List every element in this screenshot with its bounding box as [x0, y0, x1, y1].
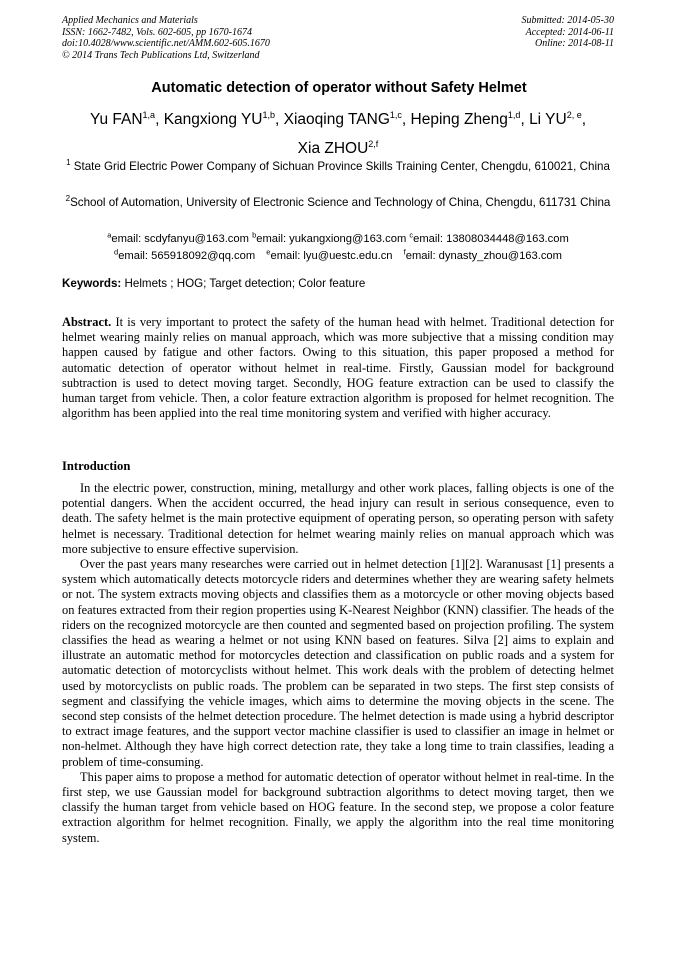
journal-header-right [522, 15, 615, 50]
author-name: Xia ZHOU [297, 140, 369, 158]
doi-line: doi:10.4028/www.scientific.net/AMM.602-605.1670 [62, 38, 270, 49]
author-name: Xiaoqing TANG [283, 111, 390, 129]
author [90, 111, 155, 128]
email-text: email: 13808034448@163.com [413, 232, 569, 245]
affiliation-2 [62, 192, 614, 210]
keywords-line [62, 277, 614, 290]
intro-paragraph: In the electric power, construction, mining, metallurgy and other work places, falling objects is one of the potential dangers. When the accident occurred, the head injury can result in serious consequence, even to death. The safety helmet is the main protective equipment of operating person, so operating person with safety helmet is necessary. Traditional detection for helmet wearing mainly relies on manual approach which was more subjective to ensure effective supervision. [62, 481, 614, 556]
author [164, 111, 275, 128]
author-affil-sup: 1,a [142, 110, 156, 120]
intro-paragraph: Over the past years many researches were carried out in helmet detection [1][2]. Waranusast [1] presents a system which automatically detects motorcycle riders and determines whether they are wearing safety helmets or not. The system extracts moving objects and classifies them as a motorcycle or other moving objects based on features extracted from their region properties using K-Nearest Neighbor (KNN) classifier. The heads of the riders on the recognized motorcycle are then counted and segmented based on projection profiling. The system classifies the head as wearing a helmet or not using KNN based on features. Silva [2] aims to explain and illustrate an automatic method for motorcycles detection and classification on public roads and a system for automatic detection of motorcyclists without helmet. This work deals with the problem of detecting helmet used by motorcyclists on public roads. The problem can be separated in two steps. The first step consists of segment and classifying the vehicle images, which aims to determine the moving objects in the scene. The second step consists of the helmet detection procedure. The helmet detection is made using a hybrid descriptor to extract image features, and the support vector machine classifier is used to classifier an image in helmet or non-helmet. Although they have high correct detection rate, they take a long time to train classifies, leading a problem of time-consuming. [62, 557, 614, 769]
copyright-line: © 2014 Trans Tech Publications Ltd, Switzerland [62, 49, 260, 61]
email-sup: c [409, 230, 414, 239]
intro-paragraph: This paper aims to propose a method for automatic detection of operator without helmet in real-time. In the first step, we use Gaussian model for background subtraction algorithms to detect moving target, then we classify the human target from vehicle based on HOG feature. In the second step, we propose a color feature extraction algorithm for helmet recognition. Finally, we apply the algorithm into the real time monitoring system. [62, 769, 614, 845]
author-name: Kangxiong YU [163, 111, 263, 129]
email-text: email: scdyfanyu@163.com [111, 232, 249, 245]
affiliation-text: School of Automation, University of Electronic Science and Technology of China, Chengdu, 611731 China [70, 195, 611, 209]
email-line-1 [62, 228, 614, 246]
author [411, 111, 521, 128]
online-date: Online: 2014-08-11 [535, 38, 614, 49]
author-affil-sup: 2,f [368, 139, 379, 150]
abstract-text: It is very important to protect the safety of the human head with helmet. Traditional detection for helmet wearing mainly relies on manual approach, which was more subjective that a missing condition may happen caused by fatigue and other factors. Owing to this situation, this paper proposed a method for automatic detection of operator without helmet in real-time. Firstly, Gaussian model for background subtraction is used to detect moving target. Secondly, HOG feature extraction can be used to classify the human target from vehicle. Then, a color feature extraction algorithm is proposed for helmet recognition. The algorithm has been applied into the real time monitoring system and verified with higher accuracy. [62, 315, 614, 421]
author [529, 111, 582, 128]
affiliation-text: State Grid Electric Power Company of Sichuan Province Skills Training Center, Chengdu, 610021, China [73, 159, 610, 173]
email-entry [107, 230, 249, 245]
email-text: email: lyu@uestc.edu.cn [270, 250, 393, 263]
email-line-2 [62, 246, 614, 264]
affiliation-1 [62, 156, 614, 174]
author [298, 140, 379, 157]
section-heading-introduction: Introduction [62, 459, 131, 473]
email-text: email: dynasty_zhou@163.com [405, 250, 562, 263]
author [284, 111, 402, 128]
email-sup: d [114, 247, 119, 257]
author-affil-sup: 1,d [507, 110, 521, 120]
email-text: email: 565918092@qq.com [118, 250, 256, 263]
email-entry [409, 230, 569, 245]
keywords-label: Keywords: [62, 277, 122, 290]
email-sup: e [266, 247, 271, 257]
affiliation-sup: 2 [65, 194, 71, 203]
email-entry [114, 247, 256, 263]
affiliation-sup: 1 [66, 158, 71, 167]
email-sup: f [403, 247, 406, 257]
abstract-paragraph [62, 315, 614, 421]
email-sup: b [252, 230, 257, 239]
author-list: Yu FAN$^{1,a}$, Kangxiong YU$^{1,b}$, Xiaoqing TANG$^{1,c}$, Heping Zheng$^{1,d}$, Li YU$^{2, e}$, Xia ZHOU$^{2,f}$ [89, 110, 587, 158]
author-name: Heping Zheng [410, 111, 508, 129]
accepted-date: Accepted: 2014-06-11 [525, 26, 614, 38]
abstract-label: Abstract. [62, 315, 112, 329]
author-affil-sup: 1,c [389, 110, 402, 120]
keywords-text: Helmets ; HOG; Target detection; Color feature [124, 277, 366, 290]
journal-name: Applied Mechanics and Materials [62, 15, 198, 26]
paper-title: Automatic detection of operator without Safety Helmet [151, 80, 527, 96]
email-entry [266, 247, 393, 263]
author-name: Li YU [529, 111, 567, 129]
email-entry [403, 247, 562, 263]
introduction-body [62, 481, 614, 846]
author-name: Yu FAN [89, 111, 143, 129]
issn-line: ISSN: 1662-7482, Vols. 602-605, pp 1670-1674 [62, 26, 252, 38]
email-block [62, 228, 614, 263]
author-affil-sup: 1,b [262, 110, 276, 120]
author-affil-sup: 2, e [566, 110, 582, 120]
email-sup: a [107, 230, 112, 239]
journal-header-left [62, 15, 270, 61]
email-entry [252, 230, 407, 245]
email-text: email: yukangxiong@163.com [256, 232, 407, 245]
submitted-date: Submitted: 2014-05-30 [521, 15, 614, 26]
